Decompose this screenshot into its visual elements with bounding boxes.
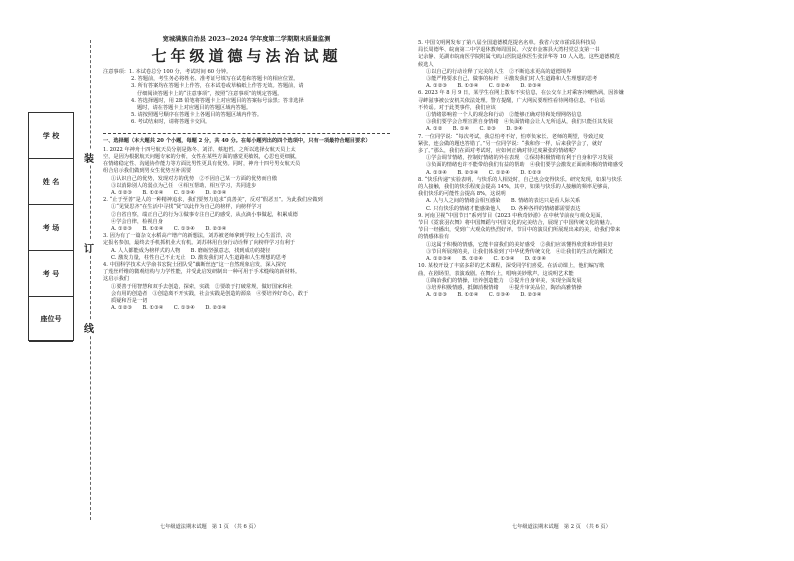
- option-line: ③能严格要求自己，做事的标杆 ④激发我们对人生道路和人生理想的思考: [426, 76, 598, 83]
- question-line: 的情感体验有: [418, 234, 450, 241]
- question-line: 1. 2022 年神舟十四号航天员分别是陈冬、刘洋、蔡旭哲。之所以选择女航天员上太: [103, 146, 296, 153]
- school-field[interactable]: [29, 112, 73, 159]
- note-line: 题时，请在答题卡上对应题目的答题区域内答题。: [137, 105, 252, 112]
- page-1: [103, 34, 390, 313]
- section-1-divider: [103, 133, 390, 134]
- question-line: 2. “止于至善”是人的一种精神追求，我们要努力追求“真善美”，反对“假恶丑”。为此我们应做到: [103, 197, 323, 204]
- question-line: 6. 2023 年 8 月 9 日，某学生在网上散布不实信息，在公交车上对乘客冷嘲热讽，因涉嫌: [418, 90, 624, 97]
- option-line: ③节目所展现的美，让我们体验到了中华优秀传统文化 ④让我们的生活充满阳光: [426, 248, 613, 255]
- option-line: ②自省自察，端正自己的行为③做事专注自己的感受，从点滴小事做起，积累成德: [111, 211, 298, 218]
- option-line: ③以消除别人的弱点为己任 ④相互帮助，相互学习，共同进步: [111, 182, 257, 189]
- binding-char-1: 装: [84, 150, 94, 165]
- answer-choices: A. ①②③ B. ①③④ C. ①②④ D. ②③④: [426, 83, 542, 90]
- school-label: 学 校: [42, 131, 60, 140]
- note-line: 4. 答选择题时，用 2B 铅笔将答题卡上对应题目的答案标号涂黑；答非选择: [131, 97, 304, 104]
- option-line: C. 只有快乐的情绪才能感染他人 D. 各种各样的情绪都需要表达: [426, 205, 581, 212]
- question-line: 3. 因为有了一篇杂文水稻高产增产的新想法，刘苏被老师拿到学校上心生雷洋，决: [103, 233, 292, 240]
- question-line: 我们快乐的可能性会提高 8%，这说明: [418, 191, 506, 198]
- page-1-footer: 七年级道法期末试题 第 1 页 （共 6 页）: [160, 524, 259, 530]
- note-line: 注意事项：1. 本试卷总分 100 分，考试时间 60 分钟。: [103, 69, 232, 75]
- answer-choices: A. ①③④ B. ②③④ C. ①②④ D. ①②③: [426, 169, 542, 176]
- page-title: 七年级道德与法治试题: [151, 47, 342, 65]
- page-2: [418, 40, 778, 299]
- question-line: 定报名参加，最终去手机抓机业大有机。刘苏林用自身行动诠释了向榜样学习有利于: [103, 240, 295, 247]
- note-line: 5. 请按照题号顺序在答题卡上各题目的答题区域内作答。: [131, 112, 263, 119]
- binding-char-3: 线: [84, 320, 94, 335]
- question-line: 9. 河南卫视“中国节日”系列节目《2023 中秋奇妙游》在中秋节前夜与观众见面，: [418, 212, 606, 219]
- question-line: 寻衅滋事被公安机关依法处理。警方提醒，广大网民要理性看待网络信息，不信谣: [418, 97, 605, 104]
- option-line: ①陶冶我们的情操，培养创造能力 ②提升自身审美，实现全面发展: [426, 277, 582, 284]
- question-line: 这启示我们: [103, 276, 129, 283]
- answer-choices: A. ①②③ B. ①②④ C. ①③④ D. ②③④: [111, 190, 227, 197]
- option-line: ③负面的情绪也许不能带给我们有益的帮助 ④我们要学会激发正面而积极的情绪感受: [426, 162, 624, 169]
- option-line: A. 人人都能成为榜样式的人物 B. 磨砺坚强意志，找到成功的捷径: [111, 247, 271, 254]
- question-line: 局长周德华、皖南第二中学退休教师周国民、六安市金寨县大湾村党总支第一书: [418, 47, 600, 54]
- option-line: 会有用的创造者 ③创造离不开实践，社会实践是创造的源泉 ④要培养好奇心，敢于: [111, 290, 309, 297]
- question-line: 在情绪稳定性、沟通协作能力等方面比男性更具有优势。同时，神舟十四号男女航天员: [103, 161, 301, 168]
- binding-line: [90, 40, 91, 520]
- seat-number-field[interactable]: [29, 296, 73, 342]
- question-line: 7. 一位同学说：“每次考试，我总怕考不好，怕辜负家长、老师的期望，导致过度: [418, 133, 604, 140]
- question-line: 组合启示我们做到男女生优势互补需要: [103, 168, 192, 175]
- option-line: ③我们要学会合理宣泄自身情绪 ④负面情绪会让人无所适从，我们只能任其发展: [426, 119, 613, 126]
- question-line: 记余静、芜湖市皖南医学院附属弋矶山医院退休医生张泽华等 10 人入选。这些道德模范: [418, 54, 620, 61]
- question-line: 10. 某校开设了丰富多彩的艺术课程，深受同学们喜爱。在活动课上，他们编写歌: [418, 263, 605, 270]
- answer-choices: A. ①②③④ B. ①②④ C. ①③④ D. ②③④: [426, 256, 547, 263]
- option-line: ①学会调节情绪，控制好情绪的外在表现 ②保持积极情绪有利于自身和学习发展: [426, 155, 613, 162]
- question-line: 了莲丝纤维的微观结构与力学性能，并受此启发研制出一种可用于手术缝线的新材料。: [103, 269, 301, 276]
- exam-number-label: 考 号: [42, 269, 60, 278]
- answer-choices: A. ①②③ B. ①③④ C. ①③④ D. ②③④: [111, 305, 227, 312]
- answer-choices: A. ①②③ B. ①②④ C. ①③④ D. ②③④: [111, 226, 227, 233]
- question-body-page1: [103, 147, 390, 313]
- option-line: ④学会自律，检视自身: [111, 218, 163, 225]
- note-line: 6. 考试结束时，请将答题卡交回。: [131, 119, 211, 126]
- student-info-table: [28, 112, 74, 341]
- option-line: ①认识自己的优势，发现对方的优势 ②不因自己某一方面的优势而自傲: [111, 175, 278, 182]
- notes: [103, 69, 390, 127]
- option-line: 质疑和吾是一切: [111, 298, 148, 305]
- seat-number-label: 座位号: [40, 314, 62, 323]
- answer-choices: A. ①②③ B. ①②④ C. ①③④ D. ②③④: [426, 292, 542, 299]
- exam-room-field[interactable]: [29, 204, 73, 251]
- exam-number-field[interactable]: [29, 250, 73, 297]
- answer-choices: A. ①② B. ①④ C. ②③ D. ③④: [426, 126, 523, 133]
- question-line: 8. “快乐传递”实验表明，与快乐的人相处时，自己也会变得快乐。研究发现，如果与快乐: [418, 176, 622, 183]
- option-line: ①情绪影响着一个人的观念和行动 ②能够正确对待和处理网络信息: [426, 112, 582, 119]
- note-line: 仔细阅读答题卡上的“注意事项”，按照“注意事项”的规定答题。: [137, 90, 283, 97]
- page-2-footer: 七年级道法期末试题 第 2 页 （共 6 页）: [512, 524, 611, 530]
- question-line: 多了。”那么，我们在面对考试时，应如何正确对待过度紧张的情绪呢？: [418, 148, 579, 155]
- option-line: ①以自己的行动诠释了完美的人生 ②不断追求更高的道德境界: [426, 68, 572, 75]
- question-line: 曲，在剧场里，表演戏剧。在舞台上，唱响美妙歌声。这说明艺术能: [418, 270, 574, 277]
- question-line: 紧张，连会做的题也答错了。”另一位同学说：“我和你一样，后来我学会了，就好: [418, 140, 603, 147]
- exam-room-label: 考 场: [42, 223, 60, 232]
- question-line: 候选人: [418, 61, 434, 68]
- question-line: 5. 中国文明网发布了第八届全国道德模范提名名单。我省六安市霍邱县科技局: [418, 40, 596, 46]
- binding-char-2: 订: [84, 240, 94, 255]
- option-line: ③培养积极情感，抵御消极情绪 ④提升审美品位，陶冶高雅情操: [426, 284, 582, 291]
- question-line: 的人接触，我们的快乐程度会提高 14%，其中，如果与快乐的人接触的频率足够高，: [418, 184, 613, 191]
- question-line: 节目《霓裳羽衣舞》将中国舞蹈与中国文化的完美结合，展现了中国传统文化的魅力。: [418, 220, 616, 227]
- question-line: 不传谣。对于此类事件，我们应该: [418, 104, 496, 111]
- note-line: 3. 所有答案均在答题卡上作答，在本试卷或草稿纸上作答无效。答题前，请: [131, 83, 304, 90]
- exam-header: 宽城满族自治县 2023--2024 学年度第二学期期末质量监测: [162, 36, 331, 43]
- section-1-heading: 一、选择题（本大题共 20 个小题，每题 2 分，共 40 分。在每小题列出的四个选项中，只有一项最符合题目要求）: [103, 137, 371, 144]
- note-line: 2. 答题前，考生务必将姓名、准考证号填写在试卷和答题卡的相应位置。: [131, 76, 299, 83]
- option-line: C. 激发力量，柱性自己不止无止 D. 激发我们对人生道路和人生理想的思考: [111, 254, 287, 261]
- option-line: ①“见贤思齐”在生活中寻找“贤”以此作为自己的榜样，向榜样学习: [111, 204, 262, 211]
- name-field[interactable]: [29, 158, 73, 205]
- option-line: A. 人与人之间的情绪会相互感染 B. 情绪的表达只是看人际关系: [426, 198, 581, 205]
- question-line: 节目一经播出，受到广大观众的热烈好评。节目中的演员们所展现出来的美，给我们带来: [418, 227, 621, 234]
- question-body-page2: [418, 40, 778, 299]
- name-label: 姓 名: [42, 177, 60, 186]
- option-line: ①这属于积极的情感，它能丰富我们的美好感受 ②我们应该懂得欣赏和珍惜美好: [426, 241, 613, 248]
- question-line: 4. 中国科学技术大学俞书宏院士团队受“藕断丝连”这一自然现象启发，深入探究: [103, 262, 287, 269]
- option-line: ①要善于用智慧和双手去创造，探索，实践 ②要敢于打破常规，做好国家和社: [111, 283, 293, 290]
- question-line: 空，是因为根据航天问题专家的分析，女性在某些方面的感觉更敏锐，心思也更细腻，: [103, 154, 301, 161]
